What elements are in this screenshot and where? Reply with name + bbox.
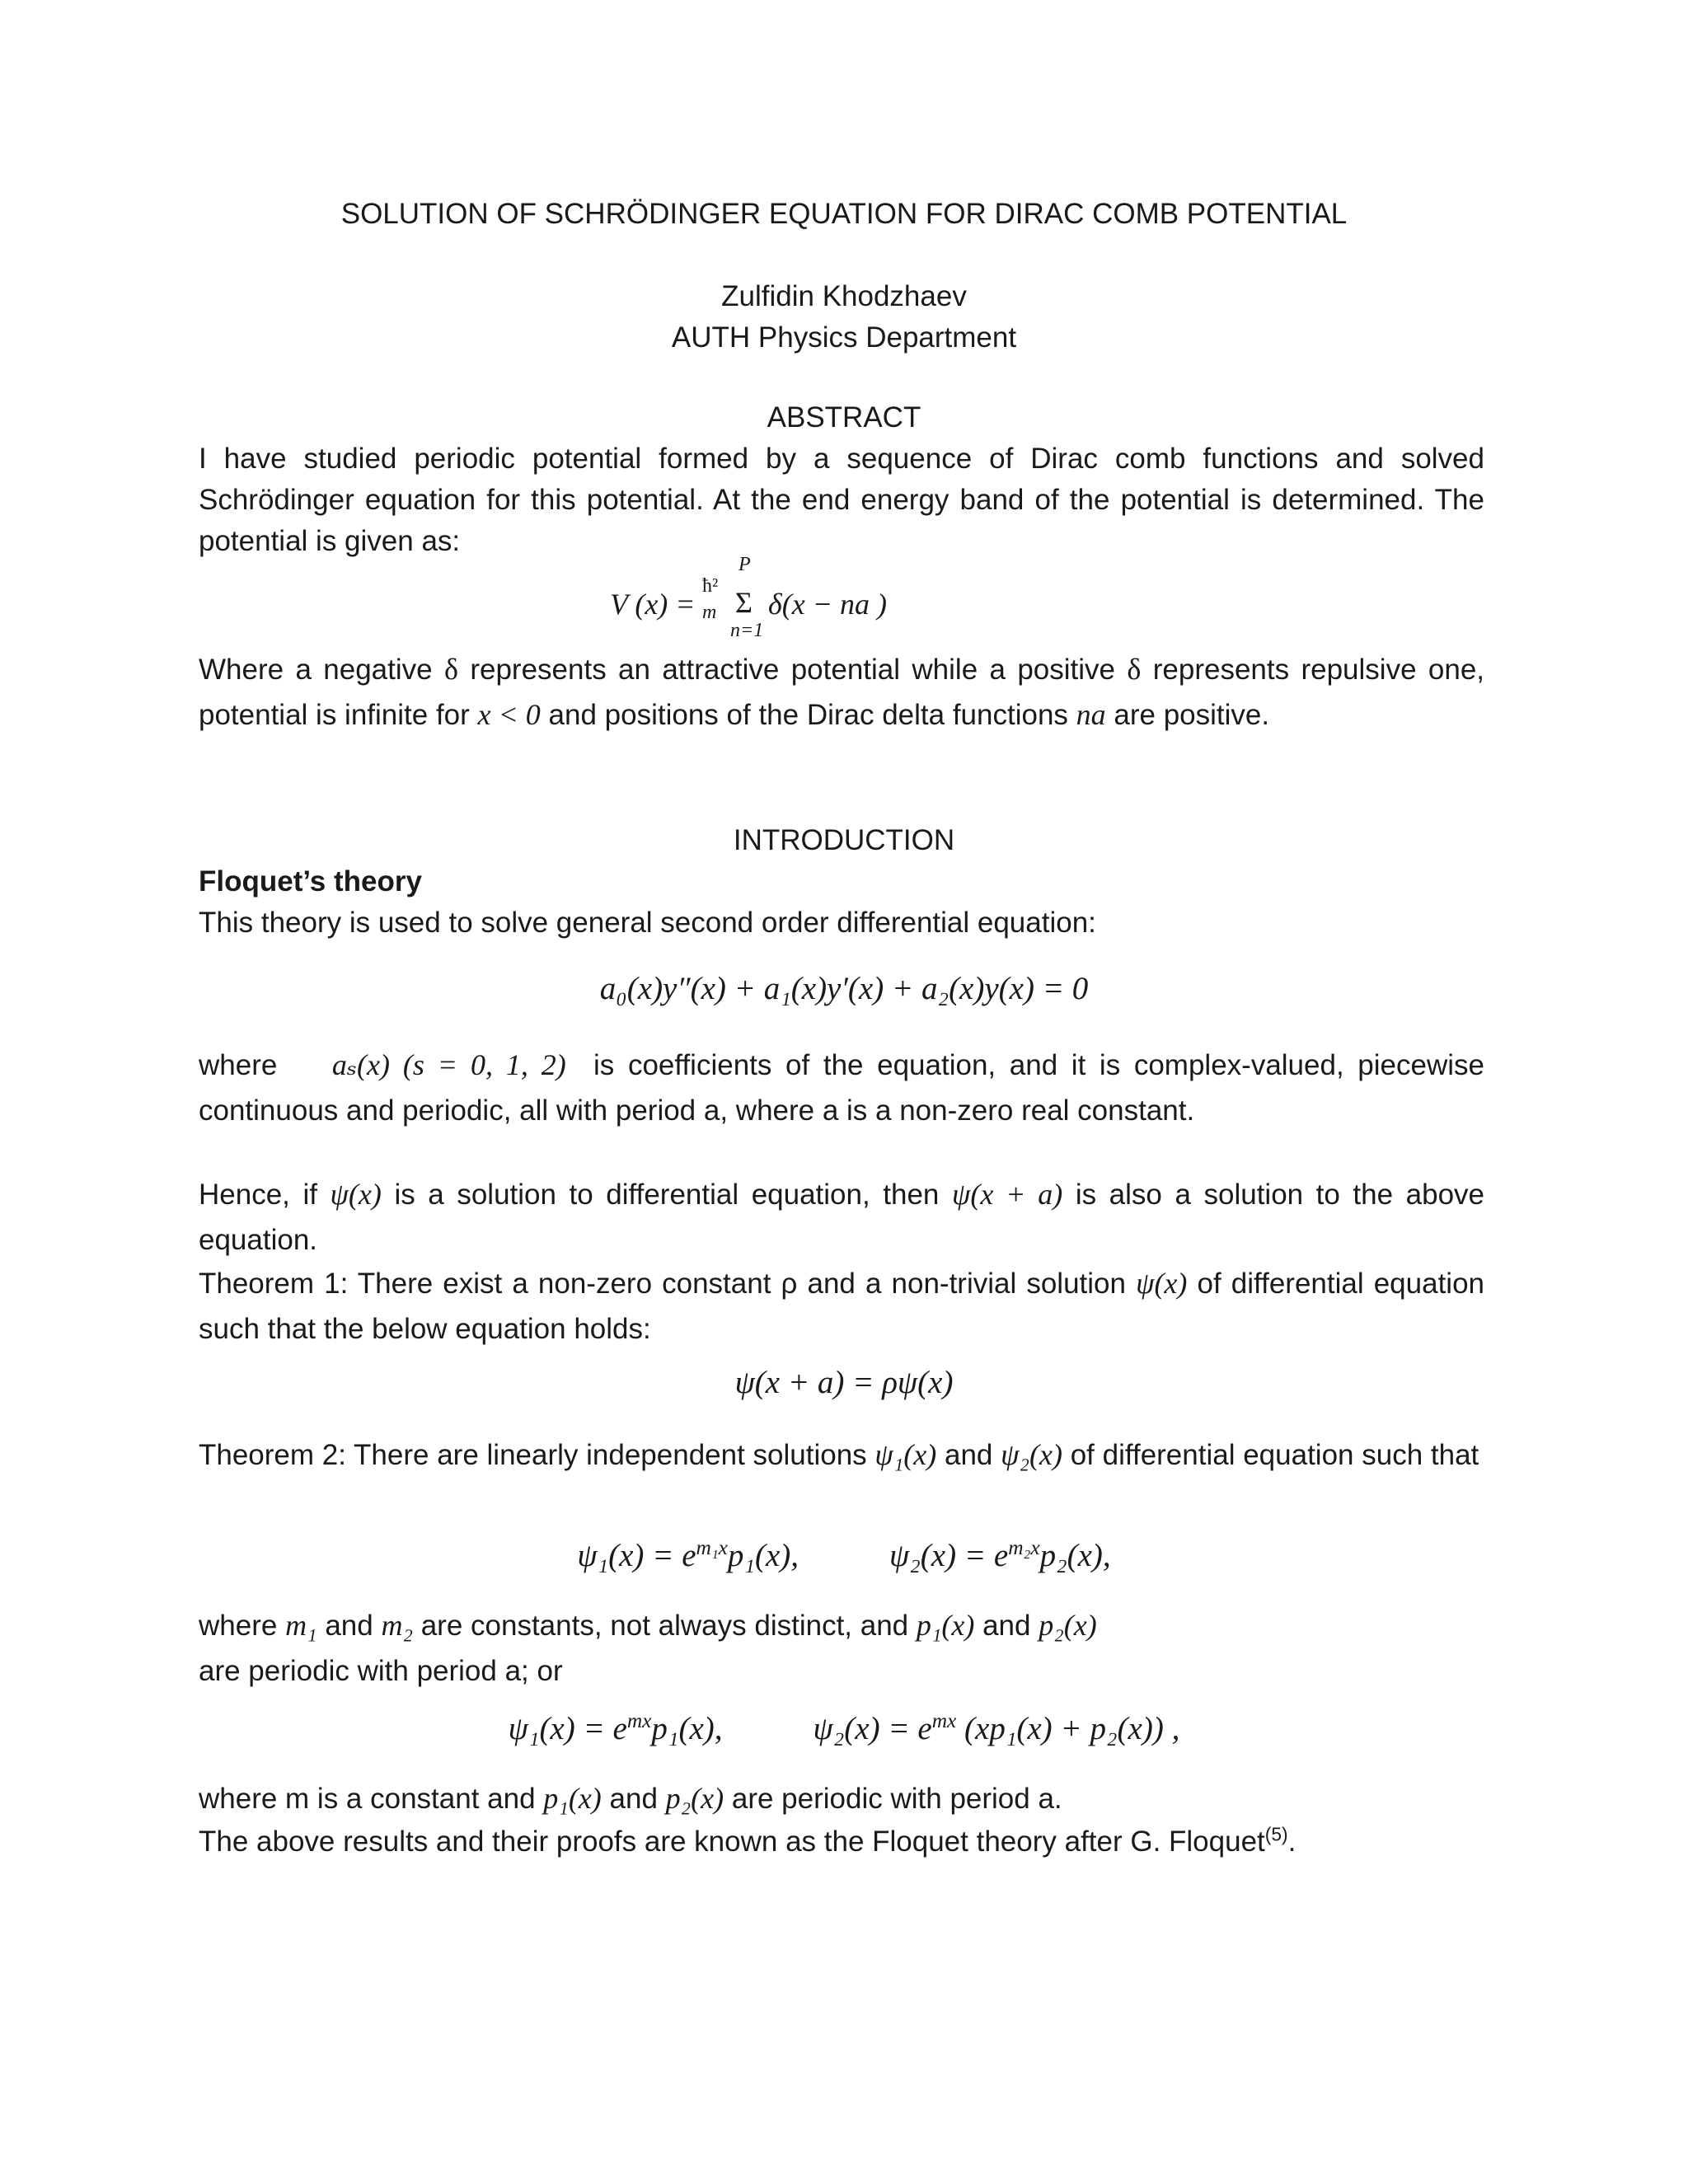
introduction-heading: INTRODUCTION	[733, 824, 955, 856]
intro-paragraph-4: where m₁ and m₂ are constants, not always distinct, and p₁(x) and p₂(x) are periodic with period a; or	[199, 1609, 1097, 1687]
floquet-equation: ψ(x + a) = ρψ(x)	[734, 1365, 954, 1400]
equation-lhs: V (x) =	[610, 588, 696, 621]
solutions-equation-repeated: $\psi_1(x) = e^{mx}p_1(x)$, $\psi_2(x) = e^{mx}$ (xp₁(x) + p₂(x)) ,	[508, 1709, 1180, 1746]
intro-paragraph-3: Hence, if ψ(x) is a solution to differential equation, then ψ(x + a) is also a solution to the above equation.	[199, 1178, 1485, 1256]
intro-paragraph-1: This theory is used to solve general second order differential equation:	[199, 907, 1096, 939]
author-affiliation: AUTH Physics Department	[671, 321, 1017, 354]
theorem-2: Theorem 2: There are linearly independent solutions ψ₁(x) and ψ₂(x) of differential equation such that	[199, 1438, 1479, 1471]
potential-equation	[610, 554, 1104, 653]
abstract-text: I have studied periodic potential formed by a sequence of Dirac comb functions and solved Schrödinger equation for this potential. At the end energy band of the potential is determined. The potential is given as:	[199, 443, 1484, 557]
equation-delta-term: δ(x − na )	[768, 588, 887, 621]
equation-sum-symbol: Σ	[735, 586, 753, 619]
equation-sum-lower: n=1	[730, 620, 764, 641]
theorem-1: Theorem 1: There exist a non-zero constant ρ and a non-trivial solution ψ(x) of differential equation such that the below equation holds:	[199, 1267, 1485, 1345]
abstract-heading: ABSTRACT	[767, 401, 921, 434]
equation-sum-upper: P	[738, 554, 751, 575]
paper-title: SOLUTION OF SCHRÖDINGER EQUATION FOR DIRAC COMB POTENTIAL	[340, 198, 1348, 230]
equation-hbar-squared: ħ²	[702, 575, 719, 597]
differential-equation: a₀(x)y″(x) + a₁(x)y′(x) + a₂(x)y(x) = 0	[599, 971, 1089, 1006]
solutions-equation-distinct: $\psi_1(x) = e^{m_1x}p_1(x)$, $\psi_2(x) = e^{m_2x}p_2(x)$,	[577, 1536, 1111, 1573]
author-name: Zulfidin Khodzhaev	[721, 280, 967, 312]
intro-paragraph-6: The above results and their proofs are known as the Floquet theory after G. Floquet$^{(5)}$.	[199, 1823, 1296, 1858]
intro-paragraph-5: where m is a constant and p₁(x) and p₂(x) are periodic with period a.	[199, 1782, 1062, 1815]
intro-paragraph-2: where aₛ(x) (s = 0, 1, 2) is coefficients of the equation, and it is complex-valued, piecewise continuous and periodic, all with period a, where a is a non-zero real constant.	[199, 1048, 1484, 1127]
floquet-subheading: Floquet’s theory	[199, 865, 422, 898]
reference-marker: (5)	[1264, 1823, 1288, 1845]
abstract-note: Where a negative δ represents an attractive potential while a positive δ represents repulsive one, potential is infinite for x < 0 and positions of the Dirac delta functions na are positive.	[199, 653, 1485, 731]
equation-mass: m	[702, 602, 717, 623]
